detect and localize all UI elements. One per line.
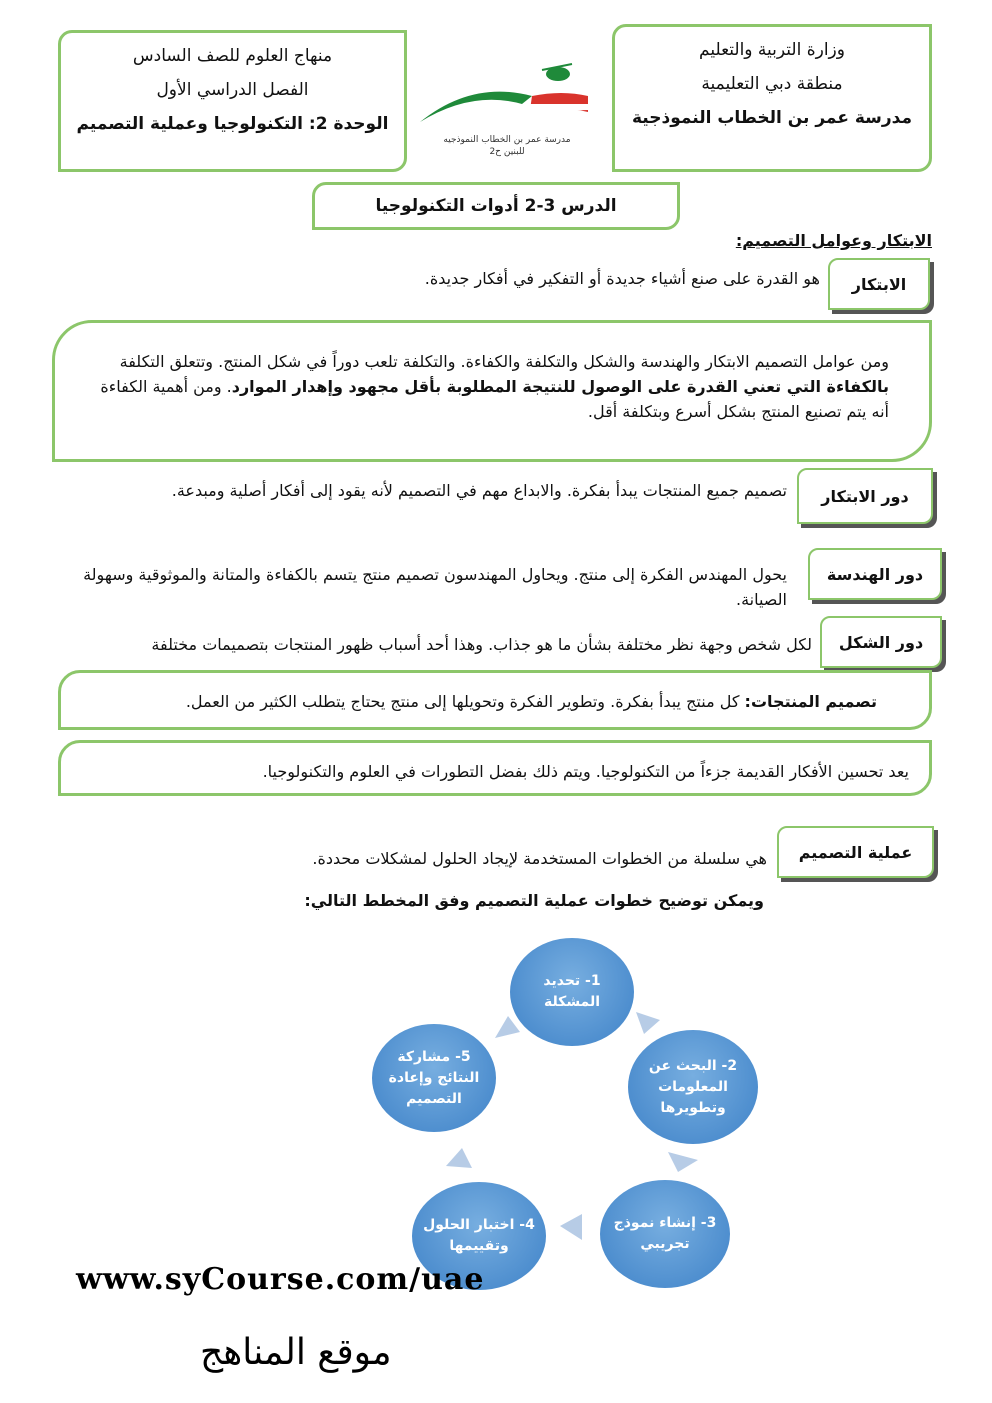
factors-efficiency-bold: بالكفاءة التي تعني القدرة على الوصول للنتيجة المطلوبة بأقل مجهود وإهدار الموارد <box>231 377 889 396</box>
arrow-1-to-2-icon <box>636 1012 660 1034</box>
innovation-tag-label: الابتكار <box>851 274 907 294</box>
cycle-step-2: 2- البحث عن المعلومات وتطويرها <box>628 1030 758 1144</box>
lesson-title: الدرس 3-2 أدوات التكنولوجيا <box>375 196 617 216</box>
watermark-site: موقع المناهج <box>200 1332 392 1373</box>
design-process-tag-label: عملية التصميم <box>798 842 913 862</box>
design-process-intro: ويمكن توضيح خطوات عملية التصميم وفق المخطط التالي: <box>304 891 764 910</box>
arrow-5-to-1-icon <box>495 1016 520 1038</box>
role-shape-text: لكل شخص وجهة نظر مختلفة بشأن ما هو جذاب. وهذا أحد أسباب ظهور المنتجات بتصميمات مختلفة <box>151 635 812 654</box>
innovation-definition: هو القدرة على صنع أشياء جديدة أو التفكير في أفكار جديدة. <box>424 269 820 288</box>
logo-text-line2: للبنين ح2 <box>489 147 525 157</box>
product-design-label: تصميم المنتجات: <box>744 692 877 711</box>
semester: الفصل الدراسي الأول <box>156 80 309 100</box>
watermark-url: www.syCourse.com/uae <box>76 1262 485 1297</box>
role-shape-tag-label: دور الشكل <box>838 632 924 652</box>
cycle-step-1: 1- تحديد المشكلة <box>510 938 634 1046</box>
school-name: مدرسة عمر بن الخطاب النموذجية <box>631 108 913 128</box>
district-name: منطقة دبي التعليمية <box>701 74 843 94</box>
factors-text-1: ومن عوامل التصميم الابتكار والهندسة والشكل والتكلفة والكفاءة. والتكلفة تلعب دوراً في شكل المنتج. وتتعلق التكلفة <box>119 352 889 371</box>
role-innovation-tag-label: دور الابتكار <box>821 486 909 506</box>
arrow-2-to-3-icon <box>668 1152 698 1172</box>
cycle-step-3: 3- إنشاء نموذج تجريبي <box>600 1180 730 1288</box>
role-engineering-text: يحول المهندس الفكرة إلى منتج. ويحاول المهندسون تصميم منتج يتسم بالكفاءة والمتانة والموثوقية وسهولة الصيانة. <box>83 565 787 609</box>
role-innovation-text: تصميم جميع المنتجات يبدأ بفكرة. والابداع مهم في التصميم لأنه يقود إلى أفكار أصلية ومبدعة. <box>171 481 787 500</box>
ministry-name: وزارة التربية والتعليم <box>699 40 845 60</box>
unit-title: الوحدة 2: التكنولوجيا وعملية التصميم <box>76 114 389 134</box>
factors-text-2: . ومن أهمية الكفاءة أنه يتم تصنيع المنتج بشكل أسرع وبتكلفة أقل. <box>100 377 889 421</box>
cycle-step-5: 5- مشاركة النتائج وإعادة التصميم <box>372 1024 496 1132</box>
cycle-step-4: 4- اختبار الحلول وتقييمها <box>412 1182 546 1290</box>
curriculum-name: منهاج العلوم للصف السادس <box>132 46 333 66</box>
product-design-body: كل منتج يبدأ بفكرة. وتطوير الفكرة وتحويلها إلى منتج يحتاج يتطلب الكثير من العمل. <box>185 692 745 711</box>
arrow-3-to-4-icon <box>560 1214 582 1240</box>
role-engineering-tag-label: دور الهندسة <box>826 564 924 584</box>
improvement-text: يعد تحسين الأفكار القديمة جزءاً من التكنولوجيا. ويتم ذلك بفضل التطورات في العلوم والتكنولوجيا. <box>262 762 909 781</box>
section-heading: الابتكار وعوامل التصميم: <box>735 231 932 250</box>
arrow-4-to-5-icon <box>446 1148 472 1168</box>
logo-text-line1: مدرسة عمر بن الخطاب النموذجيه <box>443 135 571 145</box>
design-process-definition: هي سلسلة من الخطوات المستخدمة لإيجاد الحلول لمشكلات محددة. <box>312 849 767 868</box>
